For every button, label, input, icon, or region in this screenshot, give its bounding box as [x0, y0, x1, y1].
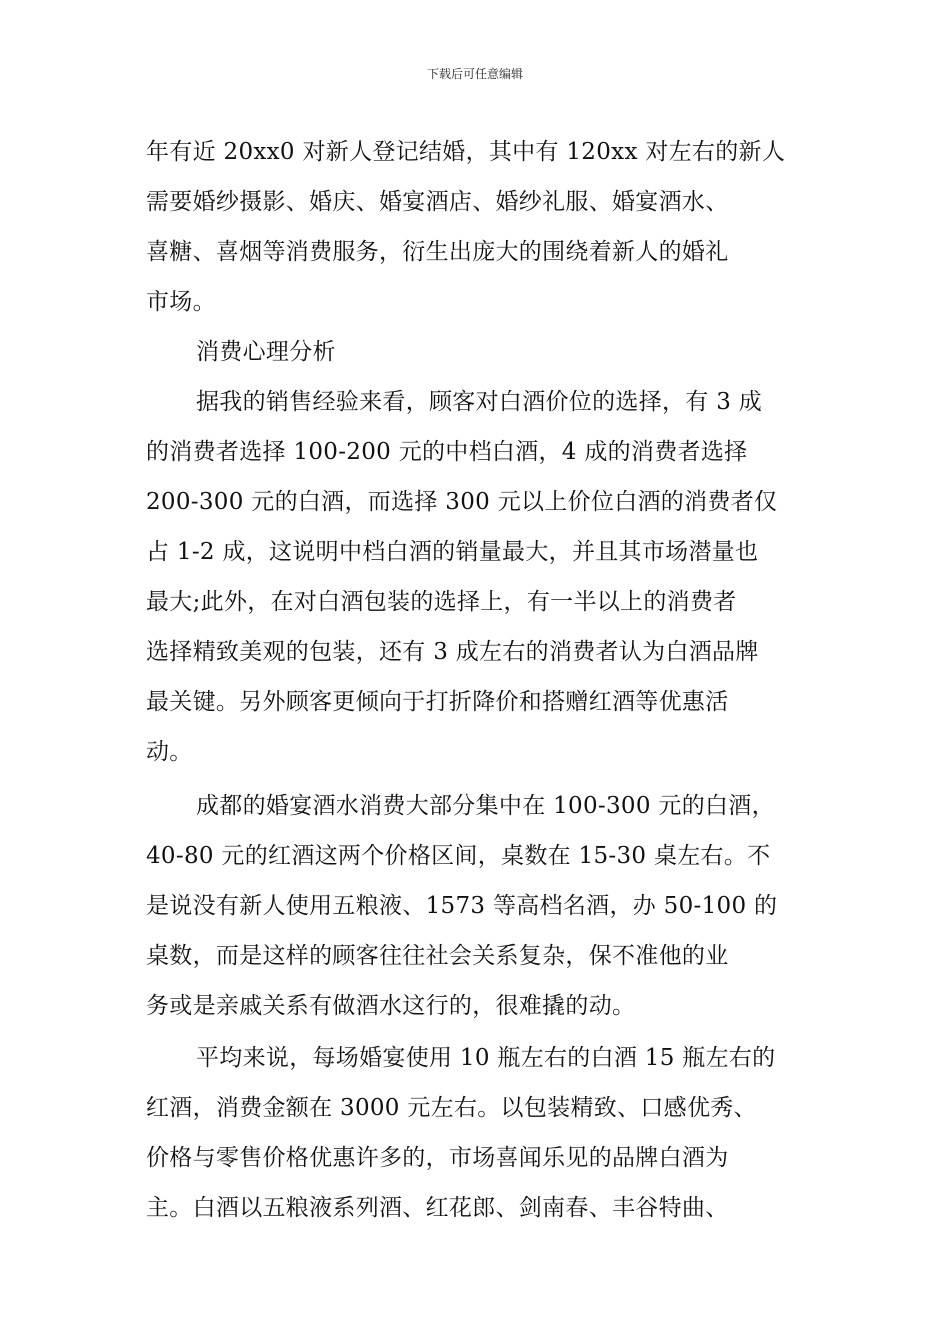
- text-line: 年有近 20xx0 对新人登记结婚，其中有 120xx 对左右的新人: [146, 139, 786, 165]
- text-line: 红酒，消费金额在 3000 元左右。以包装精致、口感优秀、: [146, 1095, 757, 1121]
- text-line: 需要婚纱摄影、婚庆、婚宴酒店、婚纱礼服、婚宴酒水、: [146, 189, 729, 215]
- text-line: 主。白酒以五粮液系列酒、红花郎、剑南春、丰谷特曲、: [146, 1195, 729, 1221]
- text-line: 价格与零售价格优惠许多的，市场喜闻乐见的品牌白酒为: [146, 1145, 729, 1171]
- text-line: 动。: [146, 739, 193, 765]
- text-line: 平均来说，每场婚宴使用 10 瓶左右的白酒 15 瓶左右的: [196, 1045, 776, 1071]
- page-header: 下载后可任意编辑: [426, 67, 523, 81]
- text-line: 成都的婚宴酒水消费大部分集中在 100-300 元的白酒，: [196, 793, 775, 819]
- text-line: 最大;此外，在对白酒包装的选择上，有一半以上的消费者: [146, 589, 737, 615]
- text-line: 的消费者选择 100-200 元的中档白酒，4 成的消费者选择: [146, 439, 748, 465]
- text-line: 喜糖、喜烟等消费服务，衍生出庞大的围绕着新人的婚礼: [146, 239, 729, 265]
- text-line: 是说没有新人使用五粮液、1573 等高档名酒，办 50-100 的: [146, 893, 778, 919]
- text-line: 据我的销售经验来看，顾客对白酒价位的选择，有 3 成: [196, 389, 763, 415]
- text-line: 40-80 元的红酒这两个价格区间，桌数在 15-30 桌左右。不: [146, 843, 771, 869]
- text-line: 200-300 元的白酒，而选择 300 元以上价位白酒的消费者仅: [146, 489, 778, 515]
- text-line: 桌数，而是这样的顾客往往社会关系复杂，保不准他的业: [146, 943, 729, 969]
- text-line: 消费心理分析: [196, 339, 336, 365]
- text-line: 务或是亲戚关系有做酒水这行的，很难撬的动。: [146, 993, 636, 1019]
- text-line: 选择精致美观的包装，还有 3 成左右的消费者认为白酒品牌: [146, 639, 759, 665]
- text-line: 市场。: [146, 289, 216, 315]
- text-line: 最关键。另外顾客更倾向于打折降价和搭赠红酒等优惠活: [146, 689, 729, 715]
- document-body: [146, 127, 826, 1233]
- text-line: 占 1-2 成，这说明中档白酒的销量最大，并且其市场潜量也: [146, 539, 759, 565]
